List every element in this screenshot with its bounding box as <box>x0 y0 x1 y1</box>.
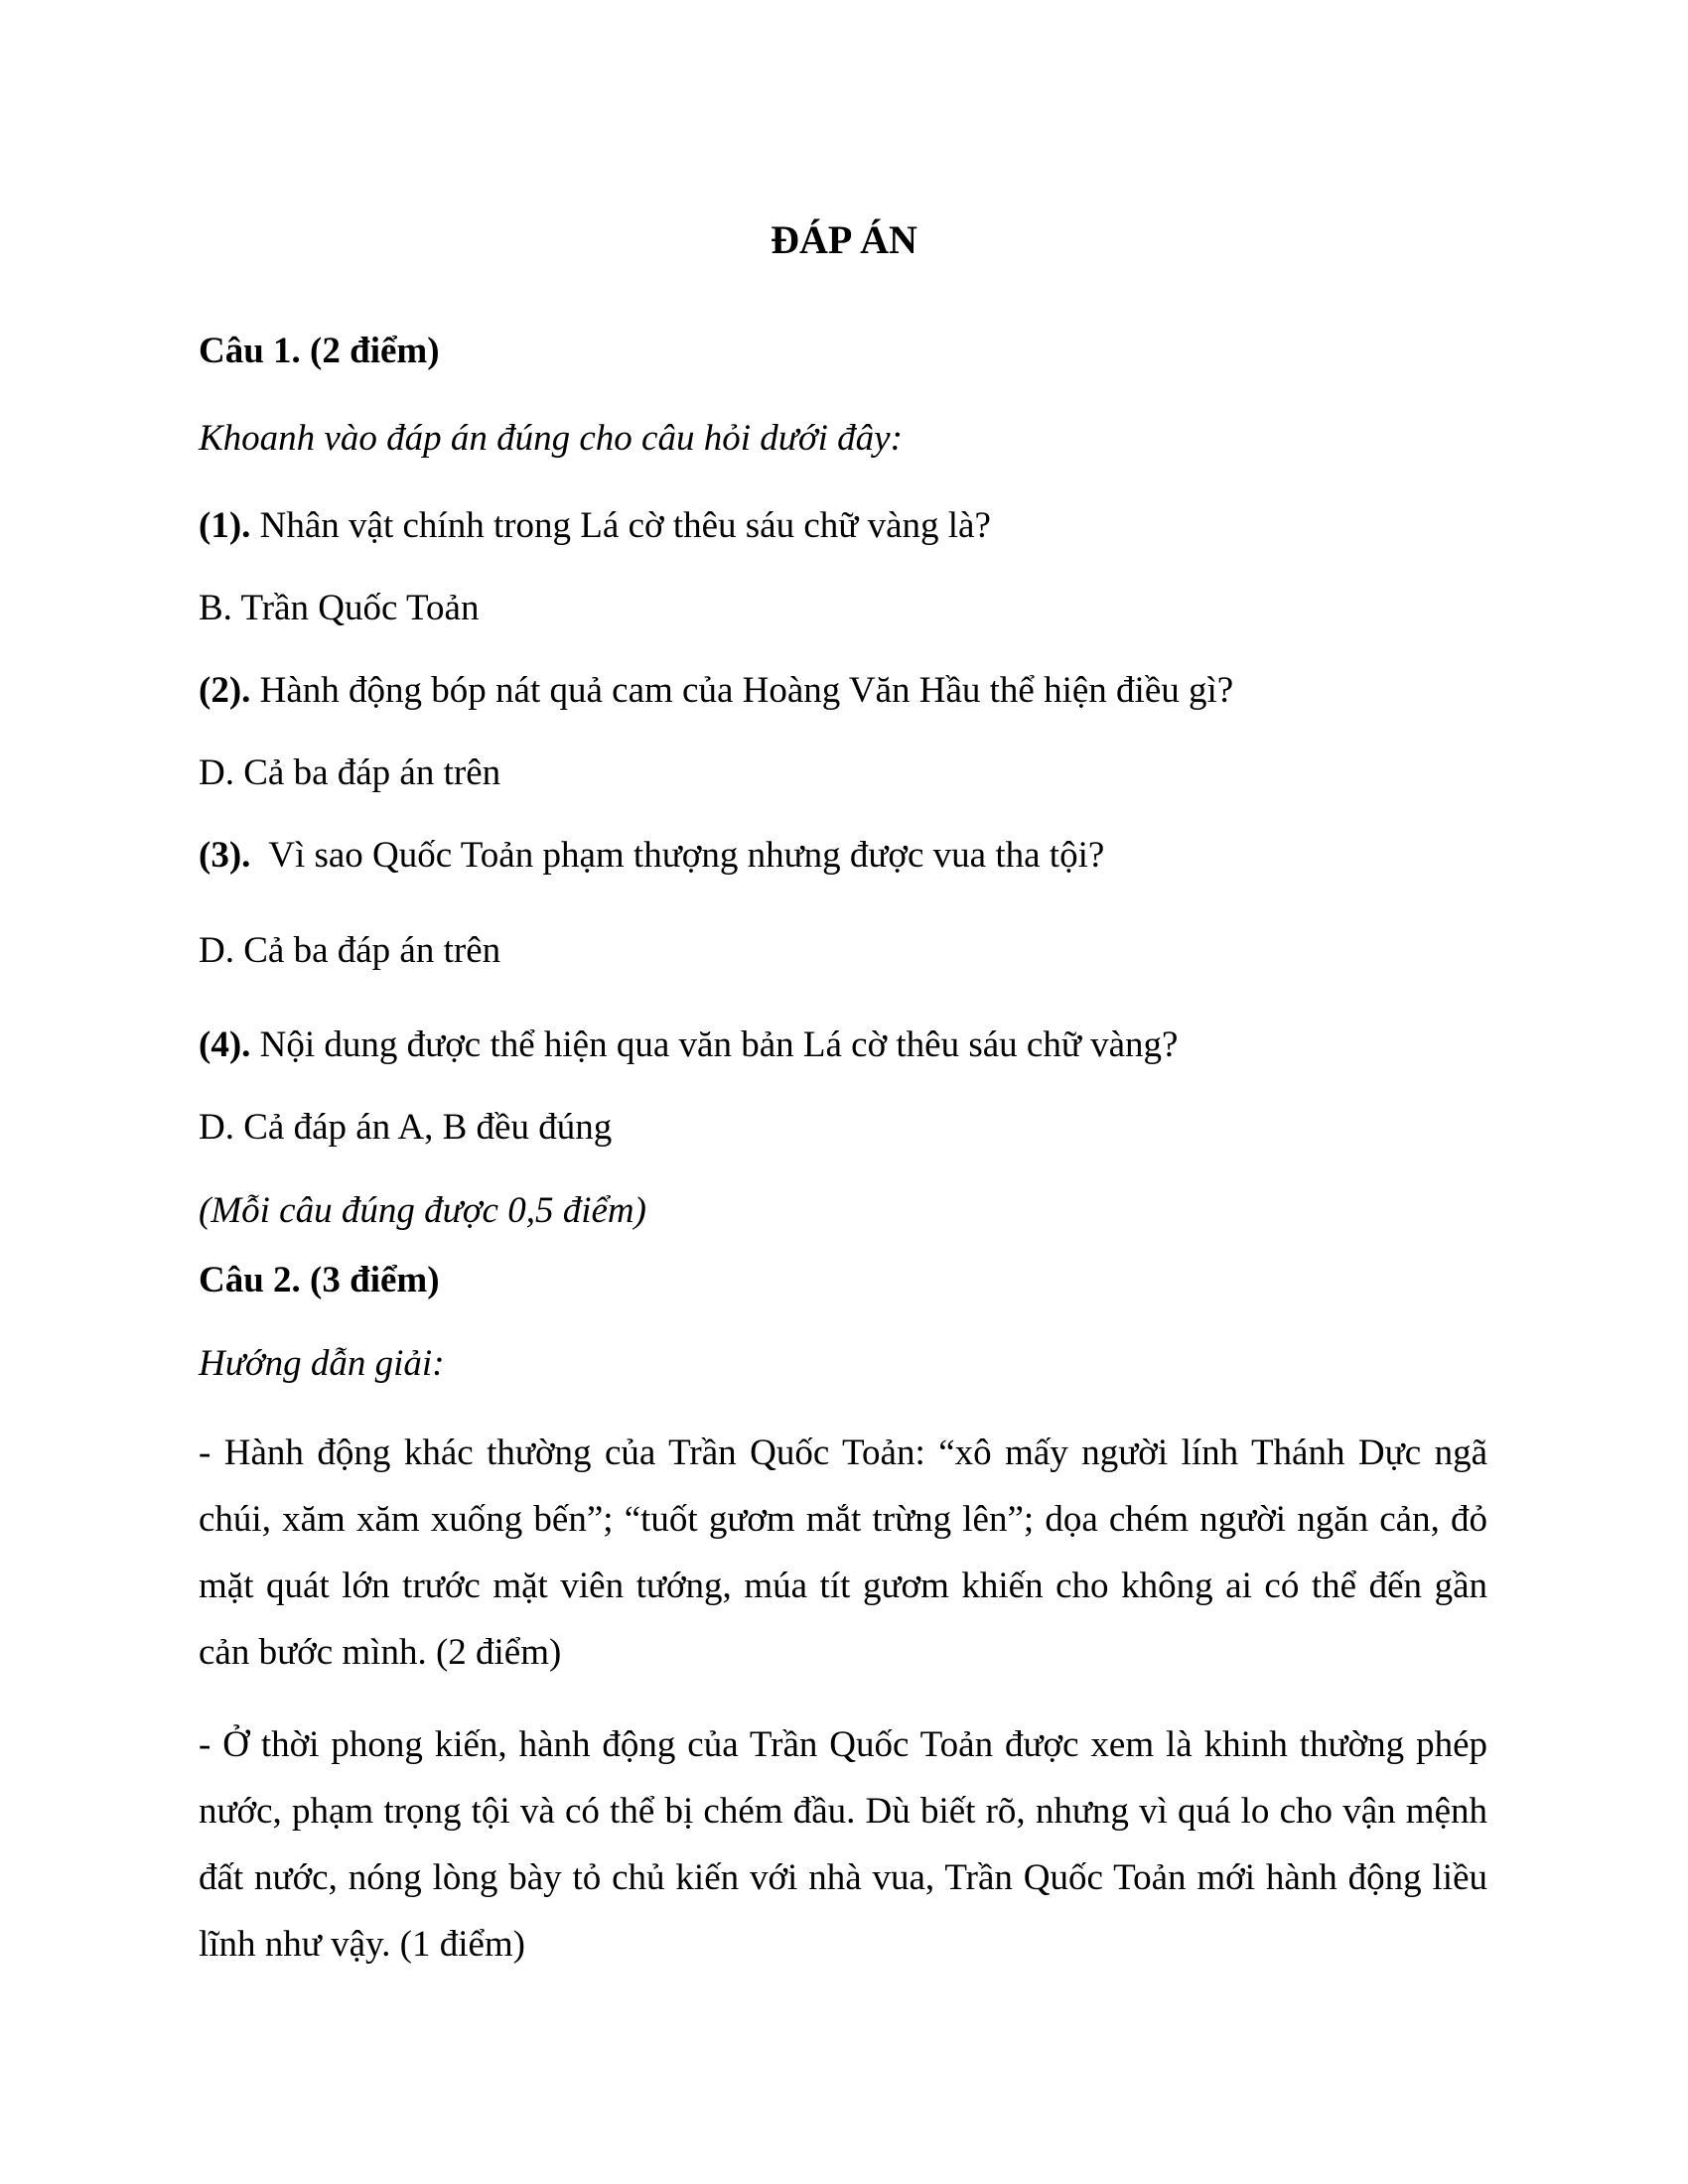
cau2-paragraph-1: - Hành động khác thường của Trần Quốc Toản: “xô mấy người lính Thánh Dực ngã chúi, xăm xăm xuống bến”; “tuốt gươm mắt trừng lên”; dọa chém người ngăn cản, đỏ mặt quát lớn trước mặt viên tướng, múa tít gươm khiến cho không ai có thể đến gần cản bước mình. (2 điểm) <box>199 1433 1487 1673</box>
cau1-heading: Câu 1. (2 điểm) <box>199 331 440 371</box>
answer-2: D. Cả ba đáp án trên <box>199 752 501 793</box>
answer-4: D. Cả đáp án A, B đều đúng <box>199 1107 613 1148</box>
answer-1: B. Trần Quốc Toản <box>199 588 480 628</box>
scoring-note: (Mỗi câu đúng được 0,5 điểm) <box>199 1190 646 1231</box>
cau2-paragraph-2: - Ở thời phong kiến, hành động của Trần Quốc Toản được xem là khinh thường phép nước, phạm trọng tội và có thể bị chém đầu. Dù biết rõ, nhưng vì quá lo cho vận mệnh đất nước, nóng lòng bày tỏ chủ kiến với nhà vua, Trần Quốc Toản mới hành động liều lĩnh như vậy. (1 điểm) <box>199 1724 1487 1965</box>
cau2-heading: Câu 2. (3 điểm) <box>199 1260 440 1300</box>
question-number: (1). <box>199 505 251 546</box>
question-text: Nội dung được thể hiện qua văn bản Lá cờ thêu sáu chữ vàng? <box>250 1024 1179 1065</box>
cau2-guide: Hướng dẫn giải: <box>199 1343 445 1384</box>
question-text: Nhân vật chính trong Lá cờ thêu sáu chữ vàng là? <box>250 505 991 546</box>
document-title: ĐÁP ÁN <box>771 217 917 262</box>
question-1 <box>199 504 991 548</box>
cau1-instruction: Khoanh vào đáp án đúng cho câu hỏi dưới đây: <box>199 418 903 459</box>
question-number: (3). <box>199 835 251 876</box>
question-number: (4). <box>199 1024 251 1065</box>
question-3 <box>199 834 1104 878</box>
question-text: Vì sao Quốc Toản phạm thượng nhưng được vua tha tội? <box>250 835 1105 876</box>
answer-3: D. Cả ba đáp án trên <box>199 930 501 971</box>
question-2 <box>199 669 1233 713</box>
question-number: (2). <box>199 670 251 711</box>
question-text: Hành động bóp nát quả cam của Hoàng Văn Hầu thể hiện điều gì? <box>250 670 1234 711</box>
question-4 <box>199 1024 1178 1067</box>
